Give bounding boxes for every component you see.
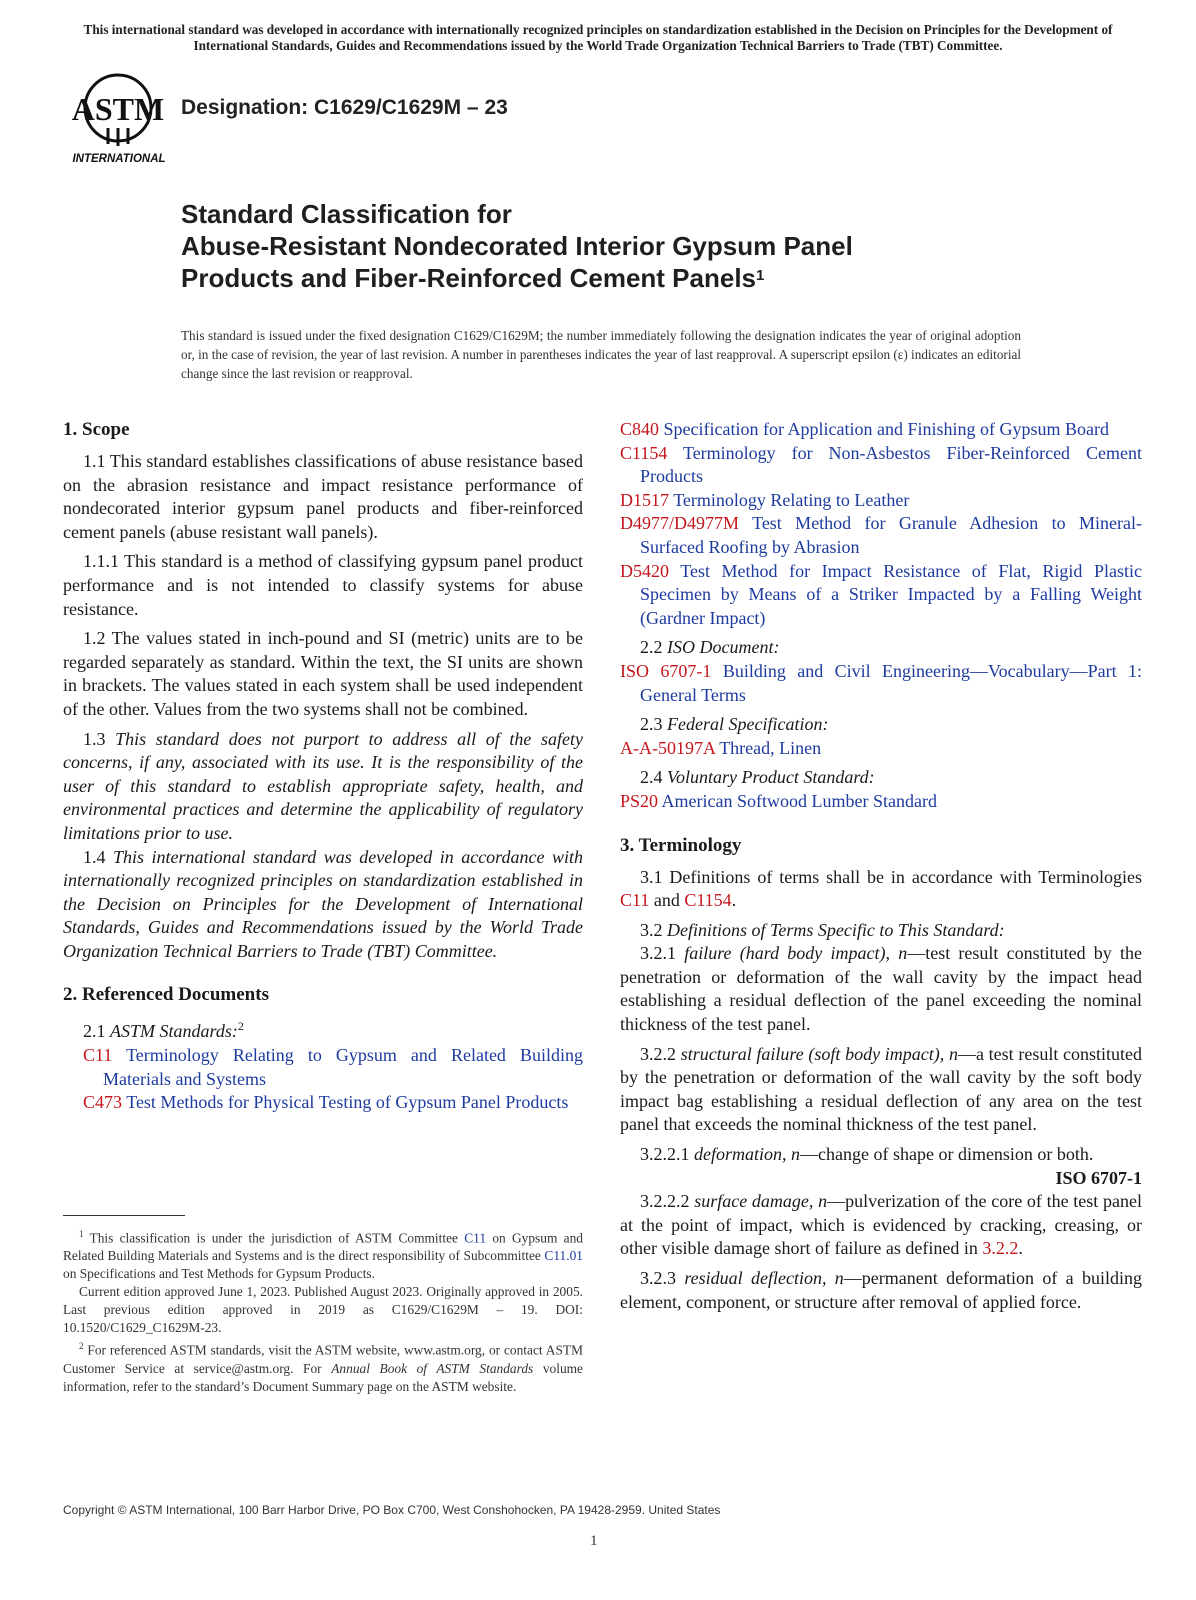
- reference-item[interactable]: [620, 442, 1142, 489]
- para-text: 3.1 Definitions of terms shall be in accordance with Terminologies: [640, 866, 1142, 887]
- left-column: [63, 418, 583, 1115]
- para-text: and: [653, 890, 680, 911]
- reference-item[interactable]: [620, 560, 1142, 631]
- reference-title-link[interactable]: Test Method for Granule Adhesion to Mineral-Surfaced Roofing by Abrasion: [640, 513, 1142, 557]
- footnote-text: on Gypsum and Related Building Materials and Systems and is the direct responsibility of Subcommittee: [63, 1230, 583, 1264]
- para-text: .: [731, 890, 737, 911]
- defined-term: deformation, n: [694, 1144, 800, 1165]
- definition-text: —test result constituted by the penetration or deformation of the wall cavity by the impact head establishing a residual deflection of the panel exceeding the nominal thickness of the test panel.: [620, 943, 1143, 1035]
- para-3-2-3: [620, 1267, 1142, 1314]
- reference-code-link[interactable]: C1154: [620, 442, 668, 463]
- reference-item[interactable]: [620, 790, 1142, 814]
- footnote-2: [63, 1337, 583, 1395]
- definition-text: —a test result constituted by the penetration or deformation of the wall cavity by the soft body impact bag establishing a residual deflection of any area on the test panel that exceeds the nominal thickness of the test panel.: [620, 1043, 1143, 1135]
- para-2-2: [620, 636, 1142, 660]
- defined-term: failure (hard body impact), n: [684, 943, 908, 964]
- reference-code-link[interactable]: D5420: [620, 560, 669, 581]
- reference-title-link[interactable]: Test Method for Impact Resistance of Flat, Rigid Plastic Specimen by Means of a Striker Impacted by a Falling Weight (Gardner Impact): [640, 560, 1142, 628]
- para-1-1-1: 1.1.1 This standard is a method of classifying gypsum panel product performance and is not intended to classify systems for abuse resistance.: [63, 551, 583, 619]
- para-1-4-text: This international standard was developed in accordance with internationally recognized principles on standardization established in the Decision on Principles for the Development of International Standards, Guides and Recommendations issued by the World Trade Organization Technical Barriers to Trade (TBT) Committee.: [63, 846, 583, 961]
- reference-code-link[interactable]: ISO 6707-1: [620, 660, 712, 681]
- para-2-1: [63, 1015, 583, 1044]
- reference-code-link[interactable]: PS20: [620, 790, 659, 811]
- para-1-1: 1.1 This standard establishes classifications of abuse resistance based on the abrasion resistance and impact resistance performance of nondecorated interior gypsum panel products and fiber-reinforced cement panels (abuse resistant wall panels).: [63, 451, 583, 542]
- para-3-2-text: Definitions of Terms Specific to This Standard:: [667, 919, 1005, 940]
- subheading-iso: ISO Document:: [667, 637, 780, 658]
- para-number: 1.4: [83, 846, 106, 867]
- reference-code-link[interactable]: C473: [83, 1092, 123, 1113]
- para-number: 3.2.2.2: [640, 1191, 690, 1212]
- para-number: 3.2.1: [640, 943, 676, 964]
- footnote-mark: 1: [79, 1229, 84, 1239]
- title-line-2: Abuse-Resistant Nondecorated Interior Gypsum Panel: [181, 231, 853, 261]
- reference-item[interactable]: [83, 1091, 583, 1115]
- section-link[interactable]: 3.2.2: [982, 1238, 1019, 1259]
- definition-text: —pulverization of the core of the test panel at the point of impact, which is evidenced by cracking, creasing, or other visible damage short of failure as defined in: [620, 1191, 1142, 1259]
- logo-subtext: INTERNATIONAL: [72, 153, 166, 165]
- para-3-2: [620, 919, 1142, 943]
- reference-item[interactable]: [83, 1044, 583, 1091]
- footnote-text: This classification is under the jurisdiction of ASTM Committee: [89, 1230, 458, 1246]
- reference-code-link[interactable]: A-A-50197A: [620, 737, 715, 758]
- para-3-2-1: [620, 942, 1142, 1036]
- logo-text: ASTM: [71, 91, 165, 127]
- footnotes: [63, 1225, 583, 1396]
- para-3-2-2-2: [620, 1190, 1142, 1261]
- footnote-text: on Specifications and Test Methods for Gypsum Products.: [63, 1266, 375, 1282]
- reference-item[interactable]: [620, 512, 1142, 559]
- reference-title-link[interactable]: American Softwood Lumber Standard: [661, 790, 937, 811]
- designation: Designation: C1629/C1629M – 23: [181, 96, 508, 119]
- title-line-3-text: Products and Fiber-Reinforced Cement Panels: [181, 263, 757, 293]
- subheading-astm-standards: ASTM Standards:: [110, 1021, 238, 1042]
- section-heading-scope: 1. Scope: [63, 419, 130, 440]
- reference-title-link[interactable]: Test Methods for Physical Testing of Gypsum Panel Products: [126, 1092, 569, 1113]
- para-2-3: [620, 713, 1142, 737]
- copyright-notice: Copyright © ASTM International, 100 Barr Harbor Drive, PO Box C700, West Conshohocken, PA 19428-2959. United States: [63, 1503, 721, 1517]
- footnote-italic: Annual Book of ASTM Standards: [331, 1360, 534, 1376]
- para-number: 3.2.3: [640, 1268, 676, 1288]
- section-heading-referenced-documents: 2. Referenced Documents: [63, 984, 269, 1006]
- reference-title-link[interactable]: Thread, Linen: [719, 737, 822, 758]
- para-number: 2.1: [83, 1021, 106, 1042]
- defined-term: surface damage, n: [694, 1191, 828, 1212]
- para-number: 3.2.2.1: [640, 1144, 690, 1165]
- reference-item[interactable]: [620, 489, 1142, 513]
- para-number: 2.3: [640, 714, 663, 735]
- issuance-note: This standard is issued under the fixed designation C1629/C1629M; the number immediately following the designation indicates the year of original adoption or, in the case of revision, the year of last revision. A number in parentheses indicates the year of last reapproval. A superscript epsilon (ε) indicates an editorial change since the last revision or reapproval.: [181, 328, 1021, 381]
- reference-code-link[interactable]: C840: [620, 419, 660, 439]
- reference-title-link[interactable]: Terminology for Non-Asbestos Fiber-Reinforced Cement Products: [640, 442, 1142, 487]
- subheading-federal: Federal Specification:: [667, 714, 829, 735]
- para-1-2: 1.2 The values stated in inch-pound and SI (metric) units are to be regarded separately as standard. Within the text, the SI units are shown in brackets. The values stated in each system shall be used independent of the other. Values from the two systems shall not be combined.: [63, 628, 583, 719]
- footnote-text: volume information, refer to the standard’s Document Summary page on the ASTM website.: [63, 1360, 583, 1394]
- footnote-1: [63, 1225, 583, 1283]
- footnote-text: For referenced ASTM standards, visit the ASTM website, www.astm.org, or contact ASTM Customer Service at service@astm.org. For: [63, 1342, 583, 1376]
- definition-source: ISO 6707-1: [1055, 1167, 1142, 1188]
- reference-link[interactable]: C11: [620, 890, 650, 911]
- para-1-4: [63, 846, 583, 964]
- para-number: 2.4: [640, 767, 663, 788]
- page-number: 1: [590, 1533, 598, 1549]
- reference-item[interactable]: [620, 737, 1142, 761]
- committee-link[interactable]: C11: [464, 1230, 487, 1246]
- definition-text: —change of shape or dimension or both.: [800, 1144, 1094, 1165]
- footnote-edition: Current edition approved June 1, 2023. Published August 2023. Originally approved in 2005. Last previous edition approved in 2019 as C1629/C1629M – 19. DOI: 10.1520/C1629_C1629M-23.: [63, 1284, 583, 1336]
- reference-title-link[interactable]: Terminology Relating to Leather: [673, 489, 910, 510]
- astm-logo-icon: [66, 70, 172, 166]
- para-1-3: [63, 728, 583, 846]
- reference-code-link[interactable]: C11: [83, 1045, 113, 1066]
- para-3-1: [620, 866, 1142, 913]
- reference-title-link[interactable]: Building and Civil Engineering—Vocabulary—Part 1: General Terms: [640, 660, 1143, 705]
- subcommittee-link[interactable]: C11.01: [544, 1248, 583, 1264]
- footnote-mark: 2: [79, 1341, 84, 1352]
- right-column: [620, 418, 1142, 1314]
- defined-term: residual deflection, n: [684, 1268, 844, 1288]
- para-3-2-2-1: [620, 1143, 1142, 1188]
- reference-item[interactable]: [620, 418, 1142, 442]
- reference-title-link[interactable]: Terminology Relating to Gypsum and Related Building Materials and Systems: [103, 1045, 583, 1089]
- reference-item[interactable]: [620, 660, 1142, 707]
- footnote-divider: [63, 1215, 185, 1216]
- defined-term: structural failure (soft body impact), n: [680, 1043, 958, 1064]
- reference-title-link[interactable]: Specification for Application and Finishing of Gypsum Board: [663, 419, 1109, 439]
- reference-link[interactable]: C1154: [684, 890, 732, 911]
- document-title: [181, 198, 1081, 294]
- para-number: 1.3: [83, 728, 106, 749]
- para-number: 3.2.2: [640, 1043, 676, 1064]
- subheading-voluntary: Voluntary Product Standard:: [667, 767, 875, 788]
- definition-text: —permanent deformation of a building element, component, or structure after removal of applied force.: [620, 1268, 1142, 1312]
- tbt-notice: This international standard was developed in accordance with internationally recognized principles on standardization established in the Decision on Principles for the Development of International Standards, Guides and Recommendations issued by the World Trade Organization Technical Barriers to Trade (TBT) Committee.: [83, 22, 1113, 53]
- para-number: 3.2: [640, 919, 663, 940]
- title-footnote-mark: 1: [756, 267, 765, 284]
- para-text: .: [1018, 1238, 1023, 1259]
- reference-code-link[interactable]: D1517: [620, 489, 669, 510]
- reference-code-link[interactable]: D4977/D4977M: [620, 513, 740, 534]
- para-3-2-2: [620, 1043, 1142, 1137]
- footnote-mark: 2: [237, 1019, 244, 1034]
- para-1-3-text: This standard does not purport to address all of the safety concerns, if any, associated with its use. It is the responsibility of the user of this standard to establish appropriate safety, health, and environmental practices and determine the applicability of regulatory limitations prior to use.: [63, 728, 583, 843]
- section-heading-terminology: 3. Terminology: [620, 834, 742, 856]
- title-line-1: Standard Classification for: [181, 199, 512, 229]
- para-2-4: [620, 766, 1142, 790]
- title-line-3: [181, 262, 1081, 294]
- para-number: 2.2: [640, 637, 663, 658]
